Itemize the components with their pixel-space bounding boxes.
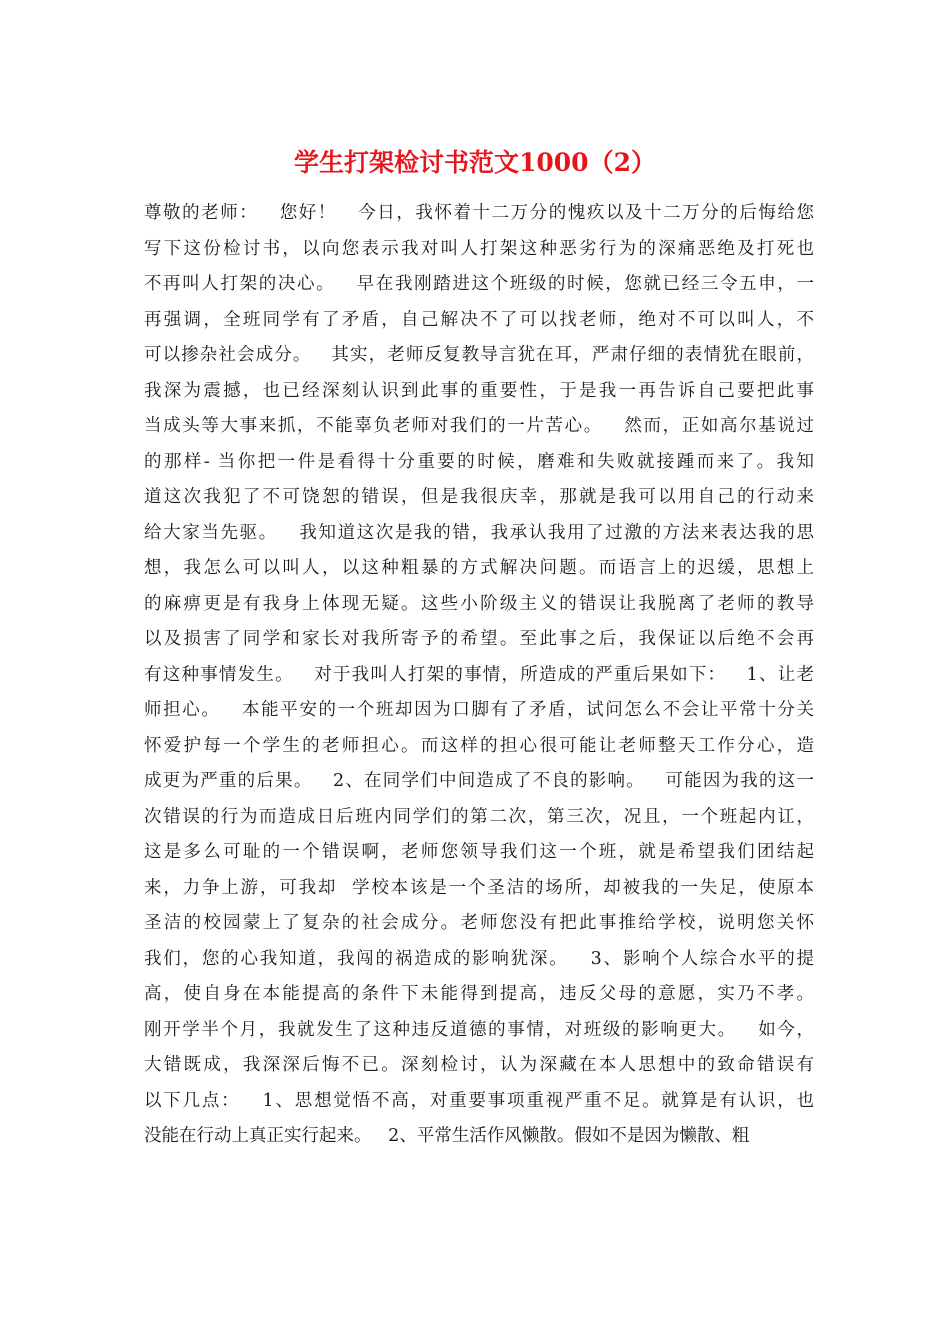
- body-line: 这是多么可耻的一个错误啊，老师您领导我们这一个班，就是希望我们团结起: [144, 842, 814, 862]
- body-line: 次错误的行为而造成日后班内同学们的第二次，第三次，况且，一个班起内讧，: [144, 806, 814, 827]
- body-line: 给大家当先驱。 我知道这次是我的错，我承认我用了过激的方法来表达我的思: [144, 522, 814, 543]
- body-line: 尊敬的老师： 您好！ 今日，我怀着十二万分的愧疚以及十二万分的后悔给您: [144, 203, 814, 223]
- body-line: 成更为严重的后果。 2、在同学们中间造成了不良的影响。 可能因为我的这一: [144, 771, 814, 791]
- document-body: [144, 196, 814, 1155]
- body-line: 来，力争上游，可我却 学校本该是一个圣洁的场所，却被我的一失足，使原本: [144, 877, 814, 898]
- body-line: 的那样- 当你把一件是看得十分重要的时候，磨难和失败就接踵而来了。我知: [144, 451, 814, 472]
- body-line: 大错既成，我深深后悔不已。深刻检讨，认为深藏在本人思想中的致命错误有: [144, 1055, 814, 1075]
- body-line: 我深为震撼，也已经深刻认识到此事的重要性，于是我一再告诉自己要把此事: [144, 380, 814, 401]
- body-line: 没能在行动上真正实行起来。 2、平常生活作风懒散。假如不是因为懒散、粗: [144, 1126, 750, 1146]
- body-line: 高，使自身在本能提高的条件下未能得到提高，违反父母的意愿，实乃不孝。: [144, 984, 814, 1004]
- body-line: 的麻痹更是有我身上体现无疑。这些小阶级主义的错误让我脱离了老师的教导: [144, 593, 814, 614]
- body-line: 有这种事情发生。 对于我叫人打架的事情，所造成的严重后果如下： 1、让老: [144, 664, 814, 685]
- body-line: 可以掺杂社会成分。 其实，老师反复教导言犹在耳，严肃仔细的表情犹在眼前，: [144, 345, 814, 365]
- body-line: 道这次我犯了不可饶恕的错误，但是我很庆幸，那就是我可以用自己的行动来: [144, 487, 814, 507]
- body-line: 再强调，全班同学有了矛盾，自己解决不了可以找老师，绝对不可以叫人，不: [144, 309, 814, 330]
- body-line: 不再叫人打架的决心。 早在我刚踏进这个班级的时候，您就已经三令五申，一: [144, 274, 814, 294]
- body-line: 圣洁的校园蒙上了复杂的社会成分。老师您没有把此事推给学校，说明您关怀: [144, 913, 814, 933]
- body-line: 以及损害了同学和家长对我所寄予的希望。至此事之后，我保证以后绝不会再: [144, 629, 814, 649]
- body-line: 写下这份检讨书，以向您表示我对叫人打架这种恶劣行为的深痛恶绝及打死也: [144, 238, 814, 259]
- body-line: 当成头等大事来抓，不能辜负老师对我们的一片苦心。 然而，正如高尔基说过: [144, 416, 814, 436]
- body-line: 以下几点： 1、思想觉悟不高，对重要事项重视严重不足。就算是有认识，也: [144, 1090, 814, 1111]
- body-line: 怀爱护每一个学生的老师担心。而这样的担心很可能让老师整天工作分心，造: [144, 735, 814, 756]
- body-line: 师担心。 本能平安的一个班却因为口脚有了矛盾，试问怎么不会让平常十分关: [144, 700, 814, 720]
- body-line: 想，我怎么可以叫人，以这种粗暴的方式解决问题。而语言上的迟缓，思想上: [144, 558, 814, 578]
- body-line: 刚开学半个月，我就发生了这种违反道德的事情，对班级的影响更大。 如今，: [144, 1019, 814, 1040]
- body-line: 我们，您的心我知道，我闯的祸造成的影响犹深。 3、影响个人综合水平的提: [144, 948, 814, 969]
- document-title: 学生打架检讨书范文1000（2）: [294, 148, 656, 177]
